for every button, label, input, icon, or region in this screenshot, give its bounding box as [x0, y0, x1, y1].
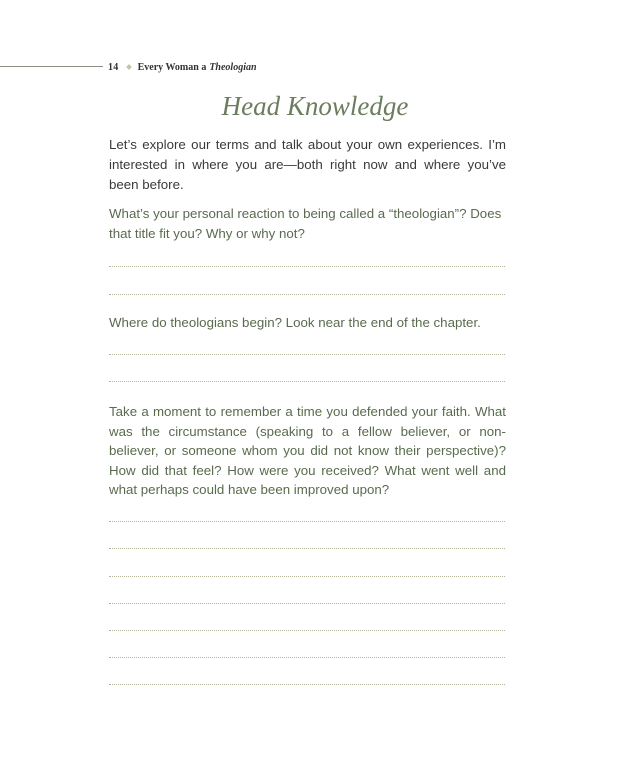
book-title: Every Woman a [137, 61, 207, 73]
page-number: 14 [108, 61, 119, 73]
answer-line-q3-7[interactable] [109, 684, 505, 685]
book-title-emphasis: Theologian [209, 61, 257, 73]
answer-line-q1-1[interactable] [109, 266, 505, 267]
answer-line-q2-1[interactable] [109, 354, 505, 355]
question-2: Where do theologians begin? Look near the end of the chapter. [109, 315, 481, 330]
diamond-ornament-icon [126, 64, 132, 70]
question-3: Take a moment to remember a time you defended your faith. What was the circumstance (speaking to a fellow believer, or non-believer, or someone whom you did not know their perspective)? How did that feel? How were you received? What went well and what perhaps could have been improved upon? [109, 404, 506, 497]
answer-line-q3-5[interactable] [109, 630, 505, 631]
answer-line-q3-6[interactable] [109, 657, 505, 658]
section-title: Head Knowledge [221, 91, 409, 121]
answer-line-q2-2[interactable] [109, 381, 505, 382]
answer-line-q1-2[interactable] [109, 294, 505, 295]
answer-line-q3-1[interactable] [109, 521, 505, 522]
header-rule [0, 66, 103, 67]
running-header [108, 59, 257, 75]
intro-paragraph: Let’s explore our terms and talk about your own experiences. I’m interested in where you are—both right now and where you’ve been before. [109, 137, 506, 192]
answer-line-q3-3[interactable] [109, 576, 505, 577]
question-1: What’s your personal reaction to being called a “theologian”? Does that title fit you? Why or why not? [109, 206, 502, 241]
answer-line-q3-2[interactable] [109, 548, 505, 549]
answer-line-q3-4[interactable] [109, 603, 505, 604]
